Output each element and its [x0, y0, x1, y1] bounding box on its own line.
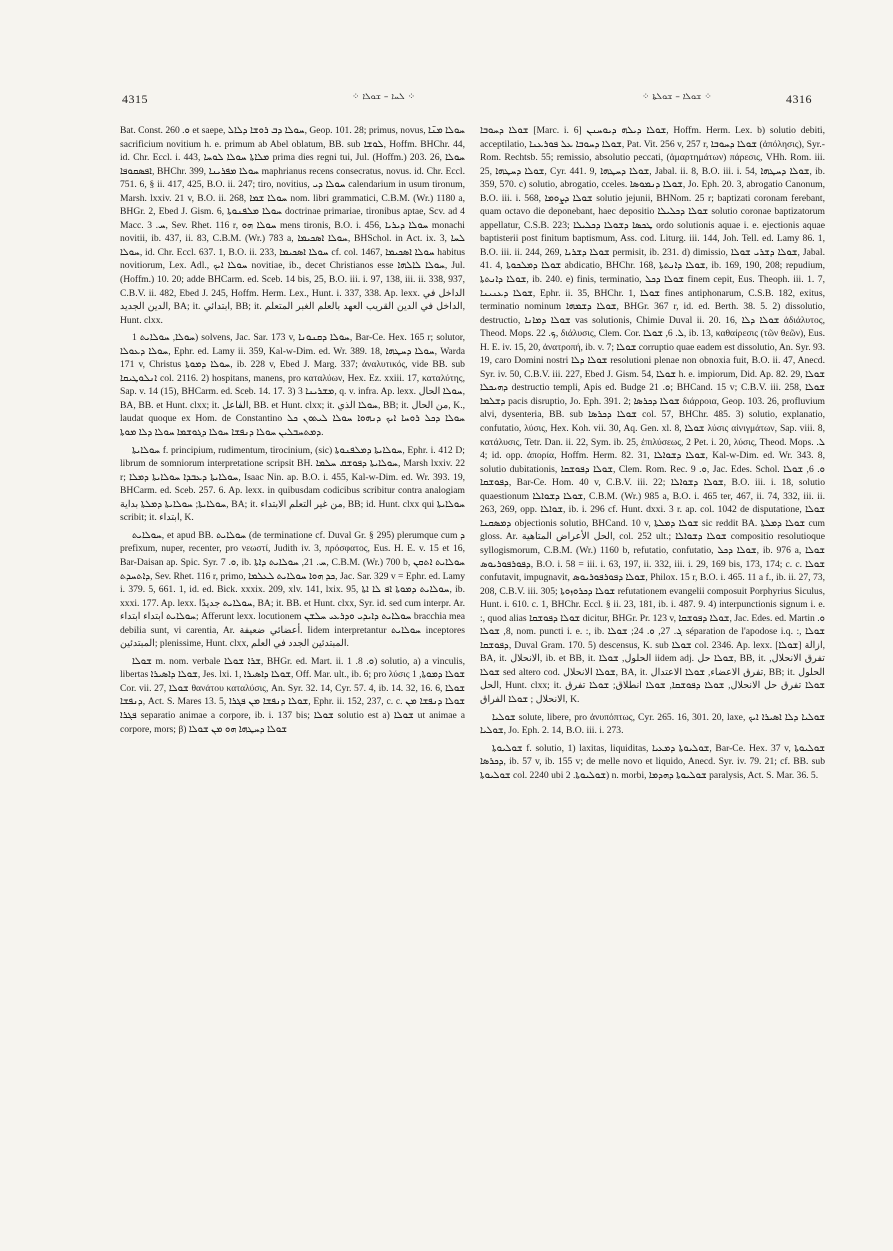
running-title-left: ⁘ ܠܚܐ – ܫܘܠܐ ⁘ — [352, 92, 416, 102]
page-number-left: 4315 — [122, 92, 148, 106]
entry-paragraph: Bat. Const. ܘ. 260 et saepe, ܚܘܠܐ ܕܒ ܪܘܫܐ ܕܠܐܠ, Geop. 101. 28; primus, novus, ܚܘܠܐ ܡܢ̈ܐ sacrificium novitium h. e. primum ab Abel oblatum, BB. sub ܠܘܫܐ, Hoffm. BHChr. 44, id. Chr. Eccl. i. 443, ܡܠܐܬܐ ܚܘܠܐ ܠܘܚܐ prima dies regni tui, Jul. (Hoffm.) 203. 26, ܚܘܠܐ ܐܦܣܩܘܦܐ, BHChr. 399, ܚܘܠܐ ܡܦܪܝܢܐ maphrianus recens consecratus, novus. id. Chr. Eccl. 751. 6, § ii. 417, 425, B.O. ii. 247; tiro, novitius, ܚܘܠܐ ܕܝ calendarium in usum tironum, Marsh. lxxiv. 21 v, B.O. ii. 268, ܚܘܠܐ ܫܡܐ nom. libri grammatici, C.B.M. (Wr.) 1180 a, BHGr. 2, Ebed J. Gism. 6, ܚܘܠܐ ܡܠܦܢܘܬܐ doctrinae primariae, tironibus aptae, Scv. ad 4 Macc. ܚ. 3, Sev. Rhet. 116 r, ܚܘܠܐ ܗܘ mens tironis, B.O. i. 456, ܚܘܠܐ ܕܝܪܝܐ monachi novitii, ib. 437, ii. 83, C.B.M. (Wr.) 783 a, ܚܘܠܐ ܐܣܟܝܡܐ, BHSchol. in Act. ix. 3, ܠܚܐ ܚܘܠܐ, id. Chr. Eccl. 637. 1, B.O. ii. 233, ܚܘܠܐ ܐܣܟܝܡܐ cf. col. 1467, ܚܘܠܐ ܐܣܟܝܡܐ habitus novitiorum, Lex. Adl., ܚܘܠܐ ܐܝܟ novitiae, ib., decet Christianos esse ܚܘܠܐ ܠܐܠܗܐ, Jul. (Hoffm.) 10. 20; adde BHCarm. ed. Sceb. 14 bis, 25, B.O. iii. i. 97, 138, iii. ii. 338, 937, C.B.V. ii. 482, Ebed J. 245, Hoffm. Herm. Lex., Hunt. i. 337, 338. Ap. lexx. الداخل في الدين الجديد, BA; it. ابتدائي, BB; it. الداخل في الدين القريب العهد بالعلم الغبر المتعلم, Hunt. clxx. — [120, 125, 465, 326]
entry-paragraph: ܫܘܠܐ m. nom. verbale ܫܪܐ ܫܘܠܐ, BHGr. ed. Mart. ii. ܘ. 8. 1) solutio, a) a vinculis, libertas ܫܘܠܐ ܕܐܣܝܪܐ, Jes. lxi. 1, ܫܘܠܐ ܕܐܣܝܪܐ, Off. Mar. ult., ib. 6; pro λύσις ܫܘܠܐ ܕܡܘܬܐ, 1 Cor. vii. 27, ܫܘܠܐ θανάτου καταλύσις, An. Syr. 32. 14, Cyr. 57. 4, ib. 14. 32, 16. 6, ܫܘܠܐ ܕܢܦܫܐ, Act. S. Mares 13. 5, ܫܘܠܐ ܕܢܦܫܐ ܡܢ ܦܓܪܐ, Ephr. ii. 152, 237, c. c. ܫܘܠܐ ܕܢܦܫܐ ܡܢ ܦܓܪܐ separatio animae a corpore, ib. i. 137 bis; ܫܘܠܐ solutio est a) ܫܘܠܐ ut animae a corpore, mors; β) ܫܘܠܐ ܕܚܛܗܐ ܗܘ ܡܢ ܫܘܠܐ — [120, 655, 465, 735]
entry-paragraph: ܚܘܠܐܝܬ, et apud BB. ܚܘܠܐܝܬ (de terminatione cf. Duval Gr. § 295) plerumque cum ܕ prefixum, nuper, recenter, pro νεωστί, Judith iv. 3, πρόσφατος, Eus. H. E. v. 15 et 16, Bar-Daisan ap. Spic. Syr. ܘ. 7, ib. ܚ. 21, ܚܘܠܐܝܬ ܕܐܬܐ, C.B.M. (Wr.) 700 b, ܚܘܠܐܝܬ ܐܬܩܢ ܕܐܬܚܕܬ, Sev. Rhet. 116 r, primo, ܟܕ ܗܘܐ ܚܘܠܐܝܬ ܠܥܠܡܐ, Jac. Sar. 329 v = Ephr. ed. Lamy i. 379. 5, 661. 1, id. ed. Bick. xxxix. 209, xlv. 141, lxix. 95, ܚܘܠܐܝܬ ܕܡܘܬܐ ܐܦ ܠܐ ܐܬܐ, ib. xxxi. 177. Ap. lexx. ܚܘܠܐܝܬ جديدًا, BA; it. BB. et Hunt. clxx, Syr. id. sed cum interpr. Ar. ܚܘܠܐܝܬ ابتداء ابتداء; Afferunt lexx. locutionem ܚܘܠܐܝܬ ܕܐܝܕܝ ܘܕܪܥܝ ܚܠܫܢ bracchia mea debilia sunt, vi carentia, Ar. أعضائي ضعيفة. Iidem interpretantur ܚܘܠܐܝܬ inceptores المبتدئين; plenissime, Hunt. clxx, المبتدئين الجدد في العلم. — [120, 529, 465, 650]
entry-paragraph: ܫܘܠܝܘܬܐ f. solutio, 1) laxitas, liquiditas, ܫܘܠܝܘܬܐ ܕܡܥܝܐ, Bar-Ce. Hex. 37 v, ܫܘܠܝܘܬܐ ܕܟܪܣܐ, ib. 57 v, ib. 155 v; de melle novo et liquido, Anecd. Syr. iv. 79. 21; cf. BB. sub ܫܘܠܝܘܬܐ col. 2240 ubi ܫܘܠܝܘܬܐ. 2) n. morbi, ܫܘܠܝܘܬܐ ܕܗܕܡܐ paralysis, Act. S. Mar. 36. 5. — [480, 742, 825, 781]
right-column — [480, 124, 825, 1194]
left-column — [120, 124, 465, 1194]
running-head — [122, 92, 812, 114]
page-number-right: 4316 — [786, 92, 812, 106]
running-title-right: ⁘ ܫܘܠܐ – ܫܘܠܬܐ ⁘ — [642, 92, 712, 102]
entry-paragraph: ܫܘܠܝܐ solute, libere, pro ἀνυπόπτως, Cyr. 265. 16, 301. 20, laxe, ܫܘܠܝܐ ܕܠܐ ܐܣܝܪܐ ܐܝܟ ܫܘܠܝܐ, Jo. Eph. 2. 14, B.O. iii. i. 273. — [480, 711, 825, 737]
entry-paragraph: ܚܘܠܐ, ܚܘܠܐܝܬ 1) solvens, Jac. Sar. 173 v, ܚܘܠܐ ܕܩܢܘܢܐ, Bar-Ce. Hex. 165 r; solutor, ܚܘܠܐ ܕܥܘܠܐ, Ephr. ed. Lamy ii. 359, Kal-w-Dim. ed. Wr. 389. 18, ܚܘܠܐ ܕܚܛܗܐ, Warda 171 v, Christus ܚܘܠܐ ܕܡܘܬܐ, ib. 228 v, Ebed J. Marg. 337; ἀναλυτικός, vide BB. sub ܐܢܠܘܛܝܩܐ col. 2116. 2) hospitans, manens, pro καταλύων, Hex. Ez. xxiii. 17, καταλύτης, Sap. v. 14 (15), BHCarm. ed. Sceb. 14. 17. 3) ܡܫܪܝܢܐ 3, q. v. infra. Ap. lexx. ܚܘܠܐ الحال, BA, BB. et Hunt. clxx; it. الفاعل, BB. et Hunt. clxx; it. ܚܘܠܐ الذي, BB; it. من الحال, K., laudat quoque ex Hom. de Constantino ܚܘܠܐ ܕܟܠ ܪܘܚܐ ܐܝܟ ܕܢܗܘܐ ܚܘܠܐ ܠܝܬܘܢ ܟܠ ܕܡܬܚܒܠܝܢ ܚܘܠܐ ܕܢܦܫܐ ܚܘܠܐ ܕܓܘܫܡܐ ܚܘܠܐ ܕܠܐ ܡܘܬܐ. — [120, 332, 465, 439]
entry-paragraph: ܫܘܠܐ ܕܚܘܒܐ [Marc. i. 6] ܫܘܠܐ ܕܝܠܗ ܕܝܘܚܢܢ, Hoffm. Herm. Lex. b) solutio debiti, acceptilatio, ܫܘܠܐ ܕܚܘܒܐ ܥܠ ܦܘܪܥܢܐ, Pat. Vit. 256 v, 257 r, ܫܘܠܐ ܕܚܘܒܐ (ἀπόλησις), Syr.-Rom. Rechtsb. 55; remissio, absolutio peccati, (ἁμαρτημάτων) πάρεσις, VHh. Rom. iii. 25, ܫܘܠܐ ܕܚܛܗܐ, Cyr. 441. 9, ܫܘܠܐ ܕܚܛܗܐ, Jabal. ii. 8, B.O. iii. i. 54, ܫܘܠܐ ܕܚܛܗܐ, ib. 359, 570. c) solutio, abrogatio, cceles. ܫܘܠܐ ܕܢܡܘܣܐ, Jo. Eph. 20. 3, abrogatio Canonum, B.O. iii. i. 568, ܫܘܠܐ ܕܨܘܡܐ solutio jejunii, BHNom. 25 r; baptizati coronam ferebant, quam octavo die deponebant, haec depositio ܫܘܠܐ ܕܟܠܝܠܐ solutio coronae baptizatorum appellatur, C.S.B. 223; ܛܟܣܐ ܕܫܘܠܐ ܕܟܠܝܠܐ ordo solutionis aquae i. e. ejectionis aquae baptisterii post finitum baptismum, Ass. cod. Liturg. iii. 144, Joh. Tell. ed. Lamy 86. 1, B.O. iii. ii. 244, 269, ܫܘܠܐ ܕܫܪܝܐ permisit, ib. 231. d) dimissio, ܫܘܠܐ ܕܫܪܝ ܫܘܠܐ, Jabal. 41. 4, ܫܘܠܐ ܕܡܠܟܘܬܐ abdicatio, BHChr. 168, ܫܘܠܐ ܕܐܢܬܬܐ, ib. 169, 190, 208; repudium, ܫܘܠܐ ܕܐܢܬܬܐ, ib. 240. e) finis, terminatio, ܫܘܠܐ ܕܟܠ finem cepit, Eus. Theoph. iii. 1. 7, ܫܘܠܐ ܕܥܢܝܢܐ, Ephr. ii. 35, BHChr. 1, ܫܘܠܐ fines antiphonarum, C.S.B. 182, exitus, terminatio nominum ܫܘܠܐ ܕܫܡܗܐ, BHGr. 367 r, id. ed. Berth. 38. 5. 2) dissolutio, destructio, ܫܘܠܐ ܕܡܐܢܐ vas solutionis, Chimie Duval ii. 20. 16, ܫܘܠܐ ܕܠܐ ἀδιάλυτος, Theod. Mops. ܟ. 22, διάλυσις, Clem. Cor. ܠ. 6, ܫܘܠܐ, ib. 13, καθαίρεσις (τῶν θεῶν), Eus. H. E. iv. 15, 20, ἀνατροπή, ib. v. 7; ܫܘܠܐ corruptio quae eadem est dissolutio, An. Syr. 93. 19, caro Domini nostri ܫܘܠܐ ܕܠܐ resolutioni plenae non obnoxia fuit, B.O. ii. 47, Anecd. Syr. iv. 50, C.B.V. iii. 227, Ebed J. Gism. 54, ܫܘܠܐ h. e. impiorum, Did. Ap. 82. 29, ܫܘܠܐ ܕܗܝܟܠܐ destructio templi, Apis ed. Budge ܘ. 21; BHCand. 15 v; C.B.V. iii. 258, ܫܘܠܐ ܕܫܠܡܐ pacis disruptio, Jo. Eph. 391. 2; ܫܘܠܐ ܕܟܪܣܐ διάρροια, Geop. 103. 26, profluvium alvi, dysenteria, BB. sub ܫܘܠܐ ܕܟܪܣܐ col. 57, BHChr. 485. 3) solutio, explanatio, confutatio, λύσις, Hex. Koh. vii. 30, Aq. Gen. xl. 8, ܫܘܠܐ λύσις αἰνιγμάτων, Sap. viii. 8, κατάλυσις, Tetr. Dan. ii. 22, Sym. ib. 25, ἐπιλύσεως, 2 Pet. i. 20, λύσις, Theod. Mops. ܠ. 4; id. opp. ἀπορία, Hoffm. Herm. 82. 31, ܫܘܠܐ ܕܫܘܐܠܐ, Kal-w-Dim. ed. Wr. 343. 8, solutio dubitationis, ܫܘܠܐ ܕܦܘܫܩܐ, Clem. Rom. Rec. ܘ. 9, Jac. Edes. Schol. ܘ. 6, ܫܘܠܐ ܕܦܘܫܩܐ, Bar-Ce. Hom. 40 v, C.B.V. iii. 22; ܫܘܠܐ ܕܫܘܐܠܐ, B.O. iii. i. 18, solutio quaestionum ܫܘܠܐ ܕܫܘܐܠܐ, C.B.M. (Wr.) 985 a, B.O. i. 465 ter, 467, ii. 74, 332, iii. ii. 263, 269, opp. ܫܘܐܠܐ, ib. i. 296 cf. Hunt. dxxi. 3 r. ap. col. 1042 de disputatione, ܫܘܠܐ ܕܡܣܩܢܐ objectionis solutio, BHCand. 10 v, ܫܘܠܐ ܕܡܠܬܐ sic reddit BA. ܫܘܠܐ ܕܡܠܬܐ cum gloss. Ar. الحل الأعراض المتاهية, col. 252 ult.; ܫܘܠܐ ܕܫܘܐܠܐ compositio resolutioque syllogismorum, C.B.M. (Wr.) 1160 b, refutatio, confutatio, ܫܘܠܐ ܕܟܠ, ib. 976 a, ܫܘܠܐ ܕܦܘܪܦܘܪܝܘܣ, B.O. i. 58 = iii. i. 63, 197, ii. 332, iii. i. 29, 169 bis, 173, 174; c. c. ܫܘܠܐ confutavit, impugnavit, ܫܘܠܐ ܕܦܘܪܦܘܪܝܘܣ, Philox. 15 r, B.O. i. 465. 11 a f., ib. ii. 27, 73, 208, C.B.V. iii. 305; ܫܘܠܐ ܕܟܪܘܙܘܬܐ refutationem evangelii composuit Porphyrius Siculus, Hunt. i. 610. c. 1, BHChr. Eccl. § ii. 23, 181, ib. i. 487. 9. 4) interpunctionis signum i. e. :, quod alias ܫܘܠܐ ܕܦܘܫܩܐ dicitur, BHGr. Pr. 123 v, ܫܘܠܐ ܕܦܘܫܩܐ, Jac. Edes. ed. Martin ܘ. 8, ܫܘܠܐ, nom. puncti i. e. :, ib. ܓ. 27, ܘ. 24; ܫܘܠܐ séparation de l'apodose i.q. :, ܫܘܠܐ ܕܦܘܫܩܐ, Duval Gram. 170. 5) descensus, K. sub ܫܘܠܐ col. 2346. Ap. lexx. [ܫܘܠܐ] ازالة, BA, it. الانحلال, ib. et BB, it. الحلول, ܫܘܠܐ iidem adj. ܫܘܠܐ حل, BB, it. تفرق الانحلال, ܫܘܠܐ sed altero cod. ܫܘܠܐ الانحلال, BA, it. تفرق الاعضاء, ܫܘܠܐ الاعتدال, BB; it. الحلول الحل, Hunt. clxx; it. ܫܘܠܐ تفرق حل الانحلال, ܫܘܠܐ ܕܦܘܫܩܐ, ܫܘܠܐ انطلاق; ܫܘܠܐ تفرق الانحلال ; ܫܘܠܐ الفراق, K. — [480, 125, 825, 705]
entry-paragraph: ܚܘܠܐܝܬܐ f. principium, rudimentum, tirocinium, (sic) ܚܘܠܐܝܬܐ ܕܡܠܦܢܘܬܐ, Ephr. i. 412 D; librum de somniorum interpretatione scripsit BH. ܚܘܠܐܝܬܐ ܕܦܘܫܩ ܚܠܡܐ, Marsh lxxiv. 22 r; ܚܘܠܐܝܬܐ ܕܥܒܕܐ ܚܘܠܐܝܬܐ ܕܡܠܐ, Isaac Nin. ap. B.O. i. 455, Kal-w-Dim. ed. Wr. 393. 19, BHCarm. ed. Sceb. 257. 6. Ap. lexx. in quibusdam codicibus scribitur contra analogiam ܚܘܠܐܝܬܐ; ܚܘܠܐܝܬܐ ܕܡܠܬܐ بداية, BA; it. من غير التعلم الابتداء, BB; id. Hunt. clxx qui ܚܘܠܐܝܬܐ scribit; it. ابتداء, K. — [120, 444, 465, 524]
